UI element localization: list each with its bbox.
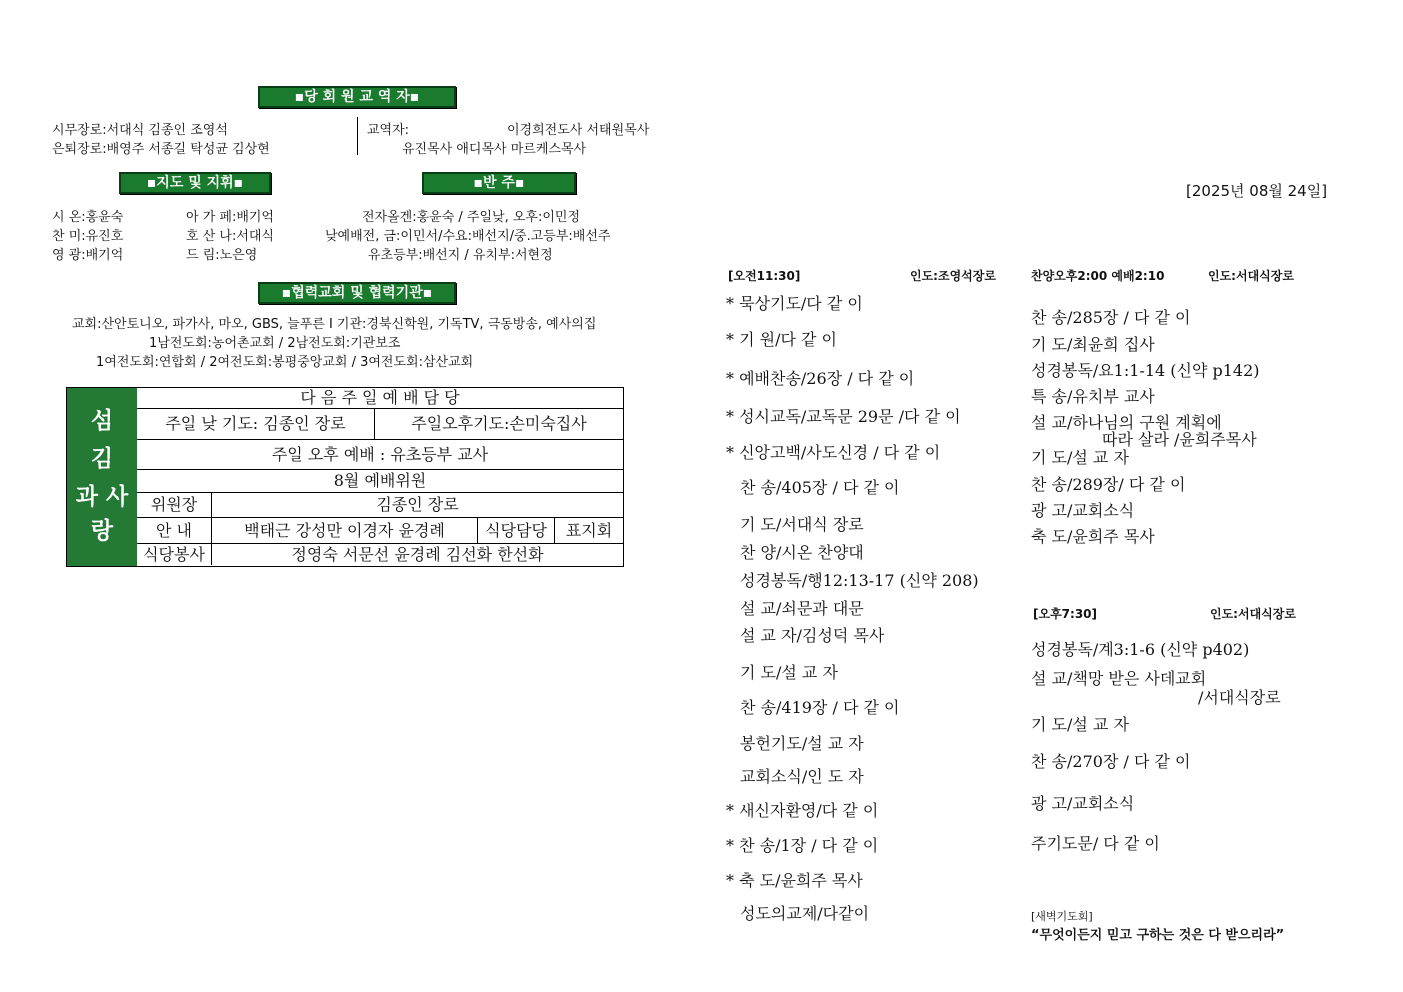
side-char-3: 과 사 [75, 484, 129, 510]
chief-row [137, 493, 623, 518]
kitchen-label: 식당담당 [478, 518, 555, 543]
meal-row [137, 544, 623, 565]
meal-label: 식당봉사 [137, 544, 212, 565]
afternoon-order-item: 설 교/하나님의 구원 계획에 [1031, 413, 1222, 432]
chief-label: 위원장 [137, 493, 212, 517]
morning-order-item: 기 도/서대식 장로 [740, 515, 864, 534]
afternoon-order-item: 특 송/유치부 교사 [1031, 387, 1155, 406]
section-accompanist-header: ▪반 주▪ [422, 172, 576, 194]
evening-order-item: /서대식장로 [1198, 688, 1281, 707]
pm-service: 주일 오후 예배 : 유초등부 교사 [137, 440, 623, 470]
morning-order-item: 찬 송/405장 / 다 같 이 [740, 478, 900, 497]
section-council-header: ▪당 회 원 교 역 자▪ [258, 86, 456, 108]
next-week-schedule-table [66, 387, 624, 567]
partner-line-2: 1남전도회:농어촌교회 / 2남전도회:기관보조 [149, 336, 401, 351]
morning-order-item: 설 교/쇠문과 대문 [740, 599, 864, 618]
choir-zion: 시 온:홍윤숙 [52, 210, 124, 225]
morning-order-item: * 기 원/다 같 이 [726, 330, 838, 349]
afternoon-order-item: 성경봉독/요1:1-14 (신약 p142) [1031, 361, 1260, 380]
accompanist-line-2: 낮예배전, 금:이민서/수요:배선지/중.고등부:배선주 [325, 229, 611, 244]
council-divider [357, 117, 358, 155]
afternoon-order-item: 축 도/윤희주 목사 [1031, 527, 1155, 546]
morning-order-item: * 묵상기도/다 같 이 [726, 294, 863, 313]
side-char-2: 김 [90, 446, 114, 472]
afternoon-header-time: 찬양오후2:00 예배2:10 [1031, 269, 1165, 283]
afternoon-order-item: 광 고/교회소식 [1031, 501, 1135, 520]
evening-order-item: 광 고/교회소식 [1031, 794, 1135, 813]
section-partner-header: ▪협력교회 및 협력기관▪ [258, 282, 456, 304]
evening-header-lead: 인도:서대식장로 [1210, 607, 1296, 621]
morning-order-item: 기 도/설 교 자 [740, 663, 838, 682]
choir-chanmi: 찬 미:유진호 [52, 229, 124, 244]
dawn-prayer-label: [새벽기도회] [1031, 910, 1093, 923]
morning-order-item: 설 교 자/김성덕 목사 [740, 626, 885, 645]
morning-order-item: 교회소식/인 도 자 [740, 767, 864, 786]
morning-header-lead: 인도:조영석장로 [910, 269, 996, 283]
serving-elders: 시무장로:서대식 김종인 조영석 [52, 123, 228, 138]
evening-order-item: 설 교/책망 받은 사데교회 [1031, 669, 1207, 688]
evening-order-item: 성경봉독/계3:1-6 (신약 p402) [1031, 640, 1250, 659]
kitchen-name: 표지회 [565, 521, 613, 540]
choir-hosanna: 호 산 나:서대식 [186, 229, 274, 244]
evening-order-item: 기 도/설 교 자 [1031, 715, 1129, 734]
afternoon-header-lead: 인도:서대식장로 [1208, 269, 1294, 283]
morning-order-item: * 성시교독/교독문 29문 /다 같 이 [726, 407, 961, 426]
chief-name: 김종인 장로 [376, 495, 459, 514]
prayer-day: 주일 낮 기도: 김종인 장로 [137, 409, 375, 439]
morning-order-item: * 새신자환영/다 같 이 [726, 801, 879, 820]
schedule-title: 다 음 주 일 예 배 담 당 [137, 388, 623, 409]
usher-names: 백태근 강성만 이경자 윤경례 [212, 518, 478, 543]
usher-label: 안 내 [137, 518, 212, 543]
morning-order-item: * 예배찬송/26장 / 다 같 이 [726, 369, 915, 388]
partner-line-1: 교회:산안토니오, 파가사, 마오, GBS, 늘푸른 I 기관:경북신학원, 기독TV, 극동방송, 예사의집 [72, 317, 597, 332]
side-char-4: 랑 [90, 518, 114, 544]
afternoon-order-item: 기 도/설 교 자 [1031, 448, 1129, 467]
usher-row [137, 518, 623, 544]
dawn-prayer-verse: “무엇이든지 믿고 구하는 것은 다 받으리라” [1031, 928, 1285, 943]
morning-order-item: 찬 양/시온 찬양대 [740, 543, 864, 562]
afternoon-order-item: 기 도/최윤희 집사 [1031, 335, 1155, 354]
section-guidance-header: ▪지도 및 지휘▪ [119, 172, 271, 194]
staff-label: 교역자: [367, 123, 410, 138]
morning-order-item: * 축 도/윤희주 목사 [726, 871, 863, 890]
afternoon-order-item: 찬 송/289장/ 다 같 이 [1031, 475, 1186, 494]
meal-names: 정영숙 서문선 윤경례 김선화 한선화 [291, 545, 544, 564]
prayer-pm: 주일오후기도:손미숙집사 [411, 414, 587, 433]
partner-line-3: 1여전도회:연합회 / 2여전도회:봉평중앙교회 / 3여전도회:삼산교회 [96, 355, 474, 370]
evening-order-item: 주기도문/ 다 같 이 [1031, 834, 1160, 853]
side-char-1: 섬 [90, 408, 114, 434]
morning-order-item: 봉헌기도/설 교 자 [740, 734, 864, 753]
afternoon-order-item: 따라 살라 /윤희주목사 [1102, 430, 1257, 449]
morning-header-time: [오전11:30] [728, 269, 801, 283]
morning-order-item: 성경봉독/행12:13-17 (신약 208) [740, 571, 979, 590]
evening-header-time: [오후7:30] [1033, 607, 1098, 621]
choir-dream: 드 림:노은영 [186, 248, 258, 263]
evening-order-item: 찬 송/270장 / 다 같 이 [1031, 752, 1191, 771]
choir-agape: 아 가 페:배기억 [186, 210, 274, 225]
month-committee-title: 8월 예배위원 [137, 470, 623, 493]
retired-elders: 은퇴장로:배영주 서종길 탁성균 김상현 [52, 142, 270, 157]
morning-order-item: * 신앙고백/사도신경 / 다 같 이 [726, 443, 941, 462]
accompanist-line-3: 유초등부:배선지 / 유치부:서현정 [368, 248, 553, 263]
afternoon-order-item: 찬 송/285장 / 다 같 이 [1031, 308, 1191, 327]
staff-line-2: 유진목사 애디목사 마르케스목사 [402, 142, 587, 157]
morning-order-item: 성도의교제/다같이 [740, 904, 870, 923]
accompanist-line-1: 전자올겐:홍윤숙 / 주일낮, 오후:이민정 [362, 210, 581, 225]
schedule-side-banner [67, 388, 137, 566]
morning-order-item: * 찬 송/1장 / 다 같 이 [726, 836, 879, 855]
staff-line-1: 이경희전도사 서태원목사 [507, 123, 650, 138]
morning-order-item: 찬 송/419장 / 다 같 이 [740, 698, 900, 717]
bulletin-date: [2025년 08월 24일] [1186, 182, 1328, 200]
schedule-prayer-row [137, 409, 623, 440]
choir-glory: 영 광:배기억 [52, 248, 124, 263]
